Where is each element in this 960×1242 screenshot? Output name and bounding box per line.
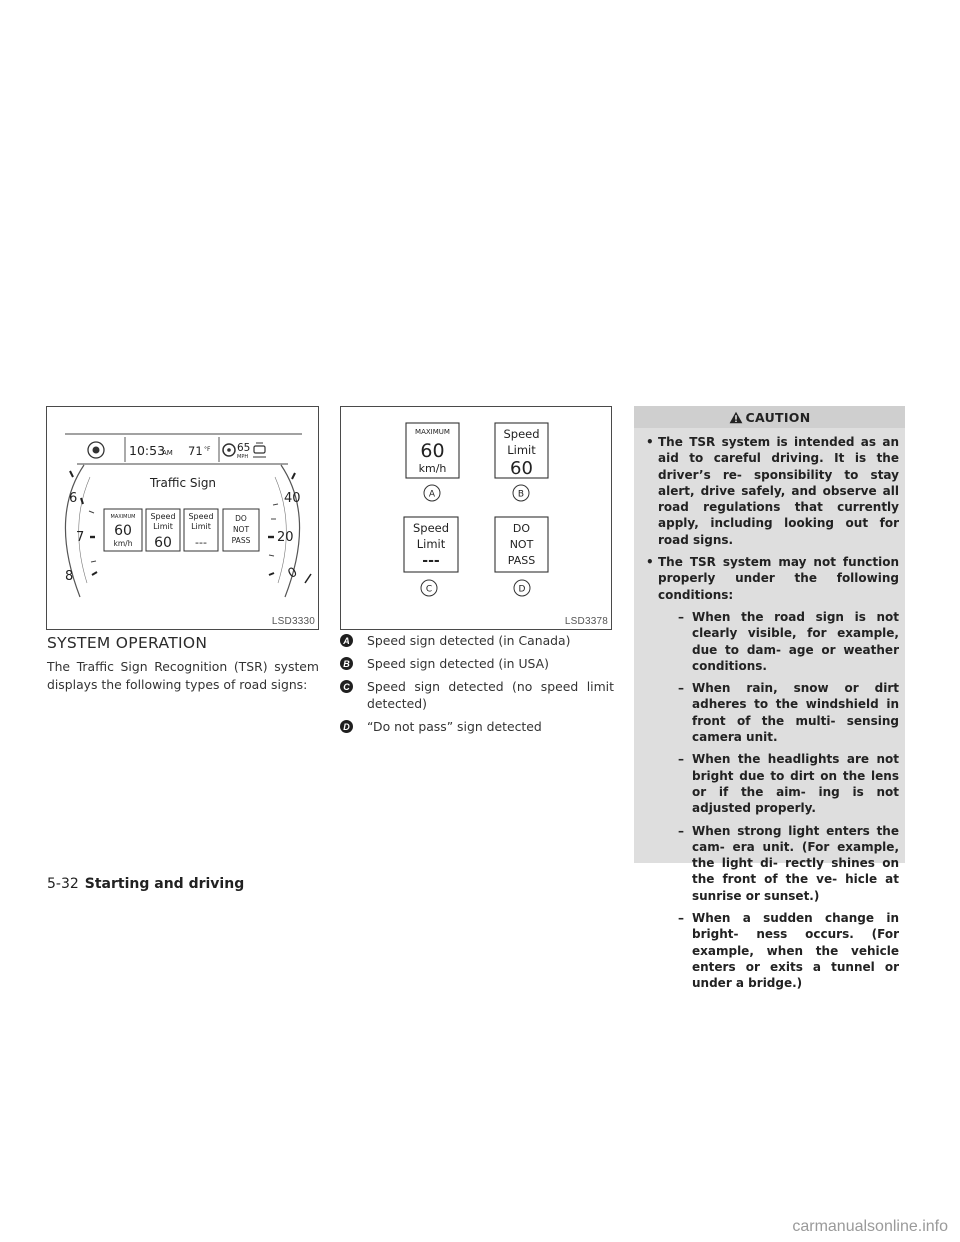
caution-bullet xyxy=(646,434,899,548)
condition-item: – When the headlights are not bright due to dirt on the lens or if the aim- ing is not adjusted properly. xyxy=(678,751,899,816)
cluster-sign-do-not-pass xyxy=(223,509,259,551)
watermark: carmanualsonline.info xyxy=(792,1218,948,1235)
caution-bullet-text: The TSR system may not function properly under the following conditions: xyxy=(658,555,899,602)
legend-item-c xyxy=(340,678,614,712)
svg-text:DO: DO xyxy=(235,514,247,523)
callout-c xyxy=(421,580,437,596)
condition-item: – When a sudden change in bright- ness occurs. (For example, when the vehicle enters or exits a tunnel or under a bridge.) xyxy=(678,910,899,991)
cluster-sign-speed-limit-blank xyxy=(184,509,218,551)
figure-code: LSD3330 xyxy=(271,616,315,627)
svg-text:MAXIMUM: MAXIMUM xyxy=(110,514,136,520)
condition-item: – When strong light enters the cam- era unit. (For example, the light di- rectly shines on the front of the ve- hicle at sunrise or sunset.) xyxy=(678,823,899,904)
svg-text:Limit: Limit xyxy=(416,537,446,551)
svg-text:km/h: km/h xyxy=(113,539,133,548)
set-speed: 65 xyxy=(237,442,251,454)
svg-text:Speed: Speed xyxy=(150,512,176,521)
cluster-sign-speed-limit-60 xyxy=(146,509,180,551)
car-icon xyxy=(253,443,266,457)
svg-text:Limit: Limit xyxy=(507,443,536,457)
section-intro: The Traffic Sign Recognition (TSR) system displays the following types of road signs: xyxy=(47,659,319,692)
legend-letter: C xyxy=(340,680,353,693)
speedo-label-40: 40 xyxy=(284,491,301,506)
svg-text:PASS: PASS xyxy=(507,554,536,567)
svg-text:km/h: km/h xyxy=(418,462,447,475)
chapter-title: Starting and driving xyxy=(84,876,245,892)
figure-code: LSD3378 xyxy=(564,616,608,627)
caution-bullet-text: The TSR system is intended as an aid to careful driving. It is the driver’s re- sponsibility to stay alert, drive safely, and observe all road regulations that currently apply, including looking out for road signs. xyxy=(658,435,899,547)
legend-item-d xyxy=(340,718,614,735)
tach-label-7: 7 xyxy=(76,530,85,545)
sign-types-illustration xyxy=(341,407,611,629)
caution-box xyxy=(634,406,905,991)
temp-unit: °F xyxy=(204,446,211,453)
cluster-sign-maximum xyxy=(104,509,142,551)
legend-text: “Do not pass” sign detected xyxy=(367,719,542,734)
svg-text:Limit: Limit xyxy=(153,522,173,531)
cluster-illustration xyxy=(47,407,318,629)
sign-legend xyxy=(340,632,614,741)
svg-text:D: D xyxy=(518,584,526,595)
condition-item: – When rain, snow or dirt adheres to the windshield in front of the multi- sensing camera unit. xyxy=(678,680,899,745)
legend-item-a xyxy=(340,632,614,649)
condition-item: – When the road sign is not clearly visible, for example, due to dam- age or weather conditions. xyxy=(678,609,899,674)
svg-text:---: --- xyxy=(422,553,440,569)
speedo-label-20: 20 xyxy=(277,530,294,545)
caution-list xyxy=(634,428,905,992)
svg-text:C: C xyxy=(425,584,433,595)
speed-unit: MPH xyxy=(237,454,249,460)
callout-b xyxy=(513,485,529,501)
svg-text:NOT: NOT xyxy=(509,538,534,551)
sign-c-speed-limit-blank xyxy=(404,517,458,572)
svg-text:MAXIMUM: MAXIMUM xyxy=(415,428,450,436)
clock-ampm: AM xyxy=(162,449,173,457)
tach-label-6: 6 xyxy=(69,491,78,506)
caution-header xyxy=(634,406,905,428)
page-number: 5-32 xyxy=(47,876,79,892)
conditions-list xyxy=(658,609,899,992)
callout-d xyxy=(514,580,530,596)
page-footer xyxy=(47,876,244,892)
svg-text:60: 60 xyxy=(114,523,132,539)
clock-readout: 10:53 xyxy=(129,443,166,458)
svg-text:Speed: Speed xyxy=(503,427,540,441)
cluster-figure xyxy=(46,406,319,630)
caution-title: CAUTION xyxy=(745,409,811,425)
svg-text:---: --- xyxy=(195,536,207,549)
svg-text:NOT: NOT xyxy=(232,525,250,534)
svg-text:Speed: Speed xyxy=(188,512,214,521)
svg-text:B: B xyxy=(517,489,525,500)
sign-a-maximum-60 xyxy=(406,423,459,478)
svg-text:60: 60 xyxy=(420,440,445,462)
warning-icon xyxy=(729,411,743,424)
callout-a xyxy=(424,485,440,501)
legend-letter: A xyxy=(340,634,353,647)
legend-letter: D xyxy=(340,720,353,733)
svg-text:Limit: Limit xyxy=(191,522,211,531)
speedo-label-0: 0 xyxy=(285,564,301,582)
svg-text:60: 60 xyxy=(510,458,533,479)
caution-bullet xyxy=(646,554,899,991)
sign-types-figure xyxy=(340,406,612,630)
sign-d-do-not-pass xyxy=(495,517,548,572)
section-title: SYSTEM OPERATION xyxy=(47,634,208,652)
tach-label-8: 8 xyxy=(65,569,74,584)
legend-letter: B xyxy=(340,657,353,670)
legend-item-b xyxy=(340,655,614,672)
svg-text:PASS: PASS xyxy=(231,536,251,545)
legend-text: Speed sign detected (in USA) xyxy=(367,656,549,671)
svg-text:Speed: Speed xyxy=(412,521,450,535)
svg-text:DO: DO xyxy=(512,522,531,535)
svg-text:A: A xyxy=(428,489,436,500)
screen-title: Traffic Sign xyxy=(150,476,217,490)
svg-text:60: 60 xyxy=(154,535,172,551)
legend-text: Speed sign detected (no speed limit detected) xyxy=(367,679,614,711)
outside-temp: 71 xyxy=(188,444,203,458)
legend-text: Speed sign detected (in Canada) xyxy=(367,633,571,648)
sign-b-speed-limit-60 xyxy=(495,423,548,479)
